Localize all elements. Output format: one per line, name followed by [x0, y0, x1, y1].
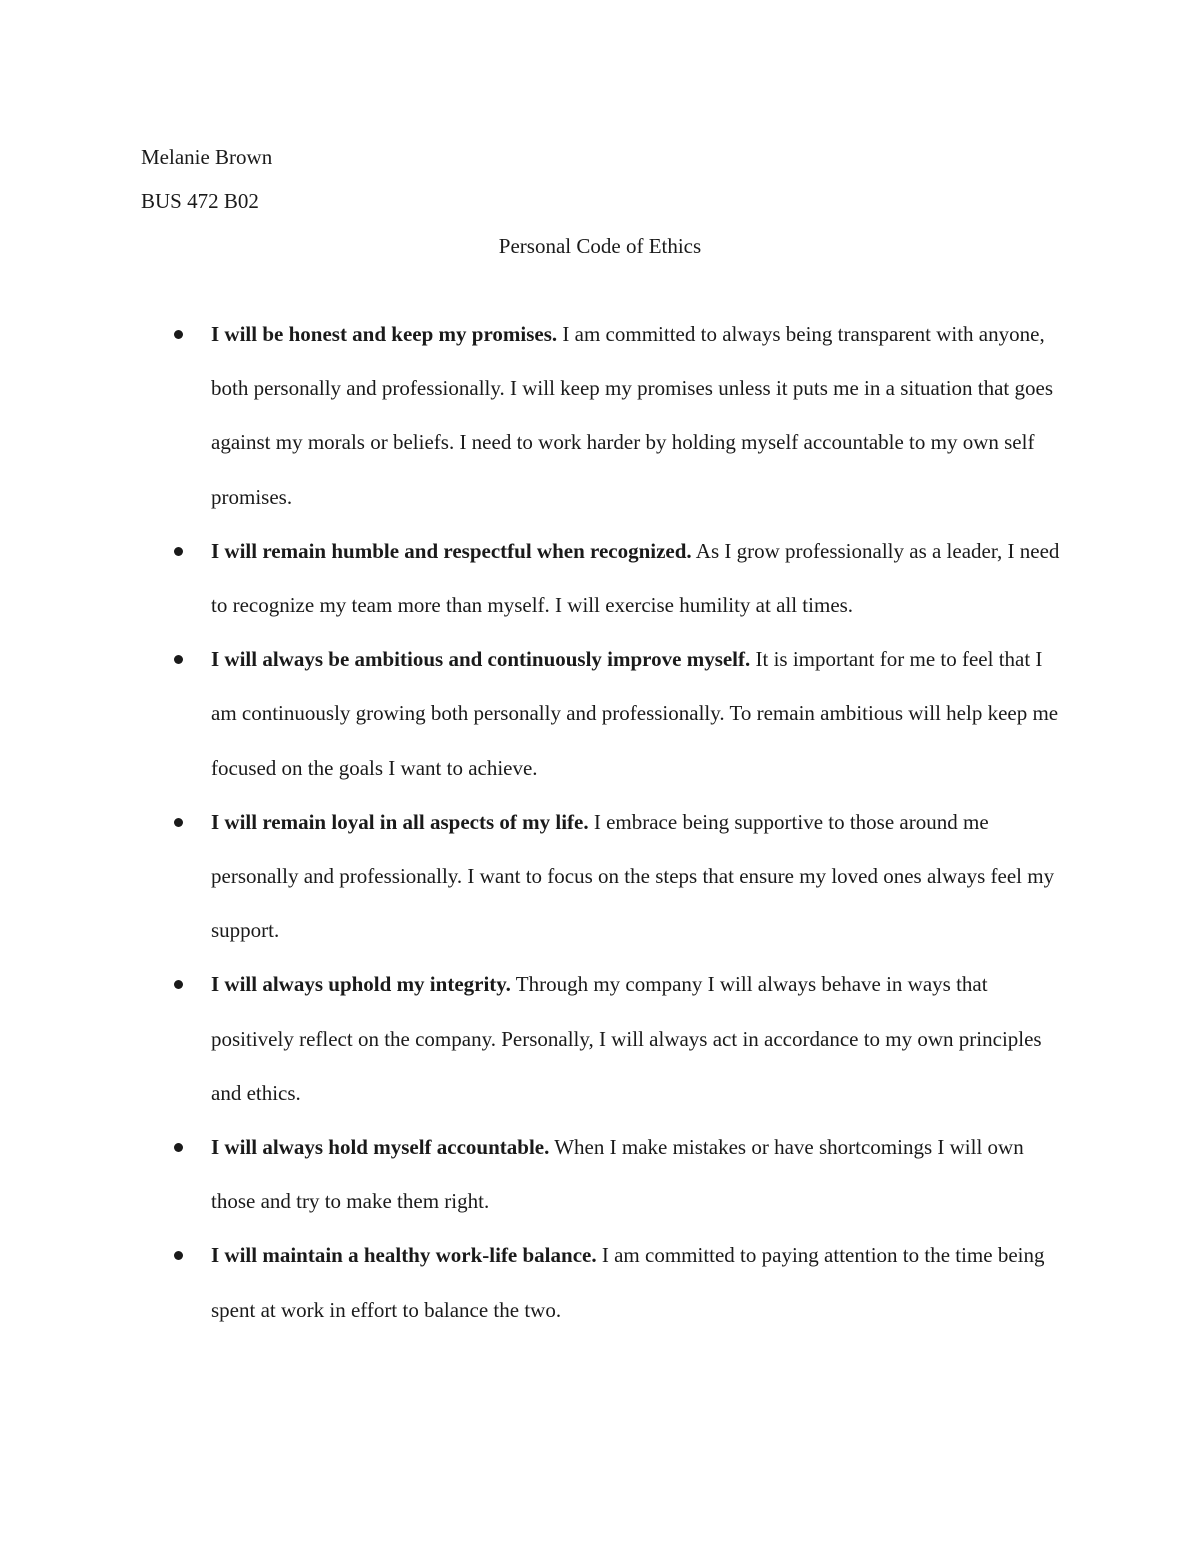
item-lead: I will be honest and keep my promises. [211, 322, 558, 346]
item-body: I am committed to paying attention to the time being spent at work in effort to balance the two. [211, 1243, 1045, 1322]
item-lead: I will remain loyal in all aspects of my life. [211, 809, 589, 834]
bullet-icon [174, 1251, 183, 1260]
item-body: I am committed to always being transparent with anyone, both personally and professionally. I will keep my promises unless it puts me in a situation that goes against my morals or beliefs. I need to work harder by holding myself accountable to my own self promises. [211, 322, 1054, 509]
bullet-icon [174, 655, 183, 664]
list-item [211, 795, 1061, 958]
item-body: As I grow professionally as a leader, I need to recognize my team more than myself. I will exercise humility at all times. [211, 538, 1060, 618]
list-item [211, 1228, 1061, 1336]
list-item [211, 632, 1061, 795]
ethics-list [0, 307, 1200, 1337]
author-name: Melanie Brown [141, 145, 273, 169]
item-lead: I will maintain a healthy work-life balance. [211, 1243, 597, 1268]
item-lead: I will always be ambitious and continuously improve myself. [211, 647, 751, 672]
bullet-icon [174, 980, 183, 989]
item-body: I embrace being supportive to those around me personally and professionally. I want to focus on the steps that ensure my loved ones always feel my support. [211, 809, 1055, 943]
bullet-icon [174, 330, 183, 339]
item-body: It is important for me to feel that I am continuously growing both personally and professionally. To remain ambitious will help keep me focused on the goals I want to achieve. [211, 647, 1059, 780]
item-lead: I will always uphold my integrity. [211, 972, 511, 997]
bullet-icon [174, 818, 183, 827]
list-item [211, 524, 1061, 632]
course-code: BUS 472 B02 [141, 189, 259, 213]
list-item [211, 957, 1061, 1120]
item-body: Through my company I will always behave in ways that positively reflect on the company. Personally, I will always act in accordance to my own principles and ethics. [211, 972, 1042, 1105]
list-item [211, 1120, 1061, 1228]
bullet-icon [174, 1143, 183, 1152]
document-title: Personal Code of Ethics [498, 234, 702, 258]
item-lead: I will remain humble and respectful when recognized. [211, 538, 692, 563]
bullet-icon [174, 547, 183, 556]
list-item [211, 307, 1061, 524]
item-body: When I make mistakes or have shortcomings I will own those and try to make them right. [211, 1135, 1024, 1214]
item-lead: I will always hold myself accountable. [211, 1135, 550, 1160]
